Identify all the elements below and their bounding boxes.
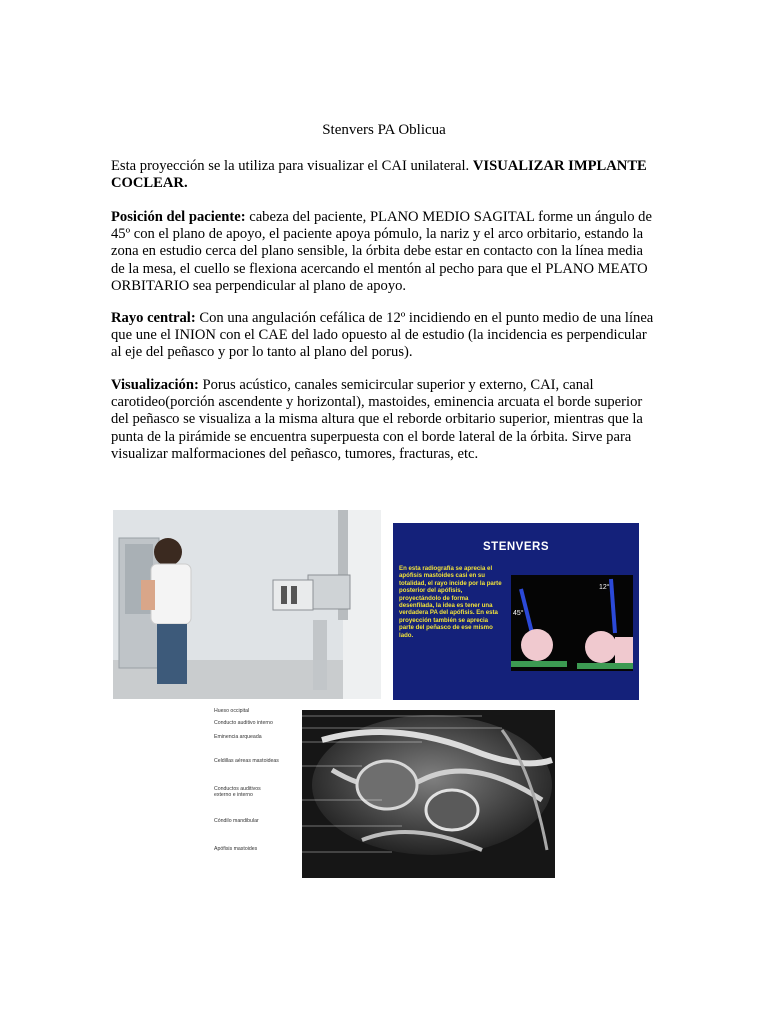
xray-label: Hueso occipital xyxy=(214,708,250,714)
slide-angle-left: 45° xyxy=(513,610,524,617)
xray-label: Cóndilo mandibular xyxy=(214,818,259,824)
visualizacion-label: Visualización: xyxy=(111,377,199,393)
xray-label: Conducto auditivo interno xyxy=(214,720,273,726)
xray-label: Eminencia arqueada xyxy=(214,734,262,740)
xray-label: Apófisis mastoides xyxy=(214,846,258,852)
page-title: Stenvers PA Oblicua xyxy=(322,122,446,138)
rayo-paragraph xyxy=(111,310,657,362)
slide-text: En esta radiografía se aprecia el apófisis mastoides casi en su totalidad, el rayo incide por la parte posterior del apófisis, proyectándolo de forma desenfilada, la idea es tener una verdadera PA del apófisis. En esta proyección también se aprecia parte del peñasco de ese mismo lado. xyxy=(399,565,502,639)
slide-diagram xyxy=(511,575,633,671)
slide-title: STENVERS xyxy=(483,541,549,553)
intro-bold: VISUALIZAR IMPLANTE COCLEAR. xyxy=(111,158,647,192)
posicion-paragraph xyxy=(111,209,657,295)
xray-labels xyxy=(214,706,310,876)
xray-illustration xyxy=(302,710,555,878)
posicion-label: Posición del paciente: xyxy=(111,209,246,225)
posicion-text: cabeza del paciente, PLANO MEDIO SAGITAL forme un ángulo de 45º con el plano de apoyo, el paciente apoya pómulo, la nariz y el arco orbitario, estando la zona en estudio cerca del plano sensible, la órbita debe estar en contacto con la línea media de la mesa, el cuello se flexiona acercando el mentón al pecho para que el PLANO MEATO ORBITARIO sea perpendicular al plano de apoyo. xyxy=(111,209,652,294)
slide-angle-right: 12° xyxy=(599,584,610,591)
rayo-text: Con una angulación cefálica de 12º incidiendo en el punto medio de una línea que une el INION con el CAE del lado opuesto al de estudio (la incidencia es perpendicular al eje del peñasco y por lo tanto al plano del porus). xyxy=(111,310,654,361)
visualizacion-text: Porus acústico, canales semicircular superior y externo, CAI, canal carotideo(porción ascendente y horizontal), mastoides, eminencia arcuata el borde superior del peñasco se visualiza a la misma altura que el reborde orbitario superior, mientras que la punta de la pirámide se encuentra superpuesta con el borde lateral de la órbita. Sirve para visualizar malformaciones del peñasco, tumores, fracturas, etc. xyxy=(111,377,643,462)
xray-label: Conductos auditivos externo e interno xyxy=(214,786,261,798)
visualizacion-paragraph xyxy=(111,377,657,463)
stenvers-slide xyxy=(393,523,639,700)
xray-label: Celdillas aéreas mastoideas xyxy=(214,758,279,764)
rayo-label: Rayo central: xyxy=(111,310,196,326)
intro-text: Esta proyección se la utiliza para visualizar el CAI unilateral. xyxy=(111,158,473,174)
xray-image xyxy=(302,710,555,878)
intro-paragraph xyxy=(111,158,657,192)
patient-photo-illustration xyxy=(113,510,381,699)
patient-positioning-photo xyxy=(113,510,381,699)
